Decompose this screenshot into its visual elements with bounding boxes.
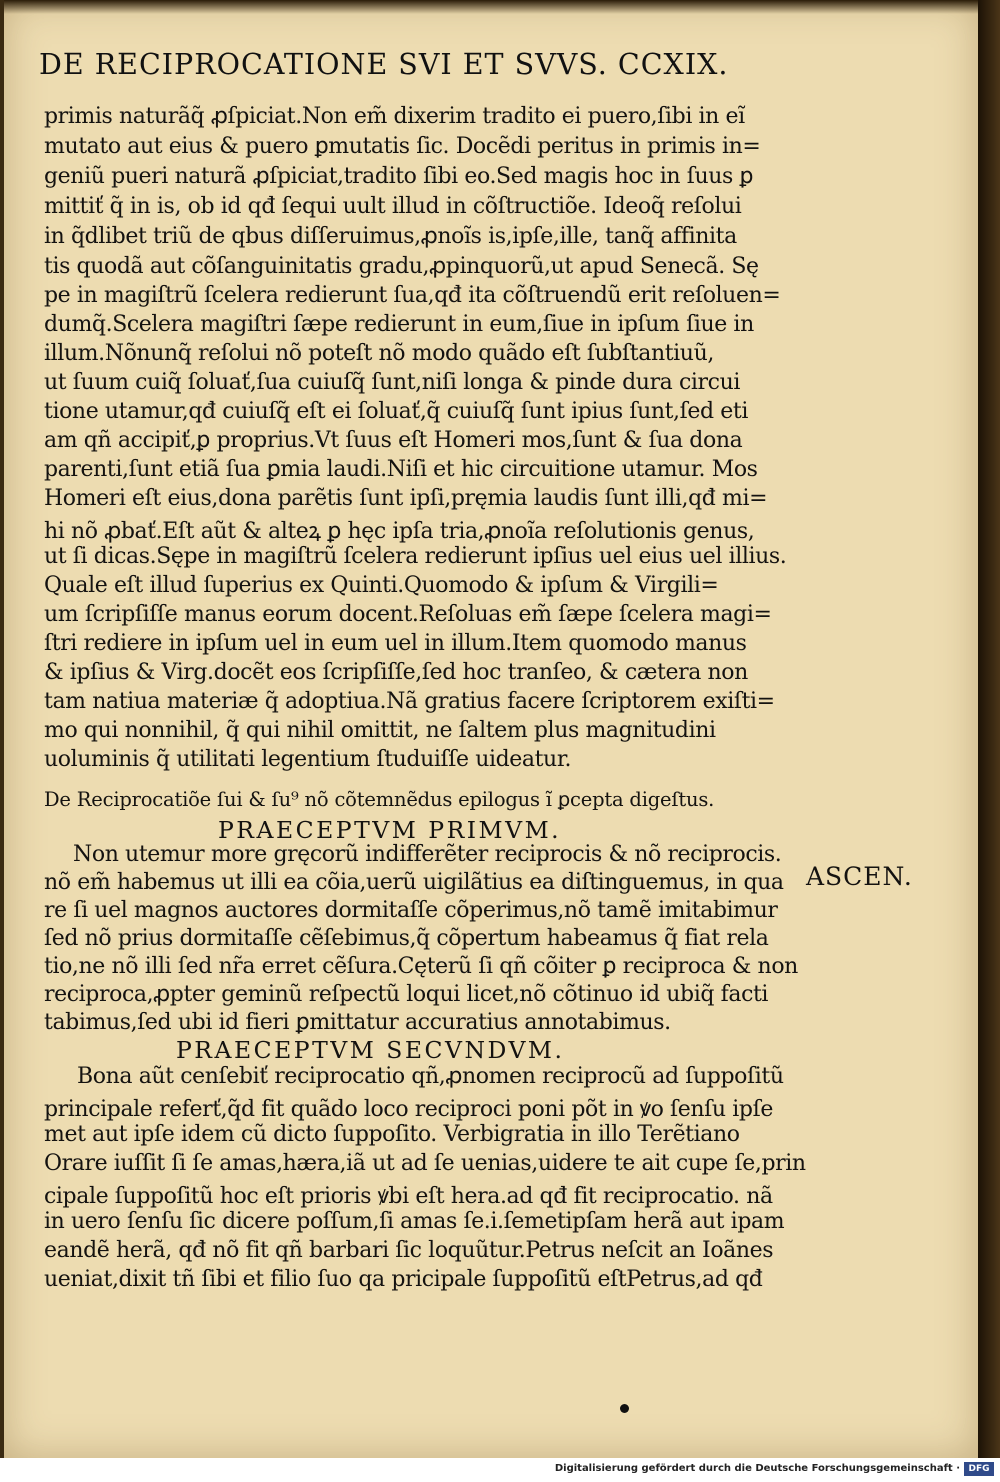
text-line: tam natiua materiæ q̃ adoptiua.Nã gratius facere ſcriptorem exiſti= (44, 689, 775, 714)
text-line: nõ em̃ habemus ut illi ea cõia,uerũ uigilãtius ea diſtinguemus, in qua (44, 870, 784, 895)
text-line: parenti,ſunt etiã ſua ꝑmia laudi.Niſi et hic circuitione utamur. Mos (44, 457, 758, 482)
text-line: in uero ſenſu ſic dicere poſſum,ſi amas ſe.i.ſemetipſam herã aut ipam (44, 1209, 785, 1234)
text-line: reciproca,ꝓpter geminũ reſpectũ loqui licet,nõ cõtinuo id ubiq̃ facti (44, 982, 769, 1007)
text-line: Homeri eſt eius,dona parẽtis ſunt ipſi,pręmia laudis ſunt illi,qđ mi= (44, 486, 768, 511)
text-line: eandẽ herã, qđ nõ fit qñ barbari ſic loquũtur.Petrus neſcit an Ioãnes (44, 1238, 774, 1263)
text-line: ueniat,dixit tñ ſibi et filio ſuo qa pricipale ſuppoſitũ eſtPetrus,ad qđ (44, 1267, 763, 1292)
text-line: mittiť q̃ in is, ob id qđ ſequi uult illud in cõſtructiõe. Ideoq̃ reſolui (44, 194, 742, 219)
footer-bar (0, 1458, 1000, 1482)
book-page (4, 0, 978, 1458)
text-line: tis quodã aut cõſanguinitatis gradu,ꝓpinquorũ,ut apud Senecã. Sę (44, 254, 759, 279)
text-line: re ſi uel magnos auctores dormitaſſe cõperimus,nõ tamẽ imitabimur (44, 898, 778, 923)
text-line: Non utemur more gręcorũ indifferẽter reciprocis & nõ reciprocis. (73, 842, 782, 867)
text-line: cipale ſuppoſitũ hoc eſt prioris ꝟbi eſt hera.ad qđ fit reciprocatio. nã (44, 1184, 773, 1209)
text-line: geniũ pueri naturã ꝓſpiciat,tradito ſibi eo.Sed magis hoc in ſuus ꝑ (44, 164, 754, 189)
text-line: am qñ accipiť,ꝑ proprius.Vt ſuus eſt Homeri mos,ſunt & ſua dona (44, 428, 743, 453)
ink-dot (620, 1404, 629, 1413)
text-line: met aut ipſe idem cũ dicto ſuppoſito. Verbigratia in illo Terẽtiano (44, 1122, 740, 1147)
dfg-logo: DFG (964, 1462, 994, 1476)
text-line: ut ſi dicas.Sępe in magiſtrũ ſcelera redierunt ipſius uel eius uel illius. (44, 544, 787, 569)
text-line: illum.Nõnunq̃ reſolui nõ poteſt nõ modo quãdo eſt ſubſtantiuũ, (44, 341, 714, 366)
margin-note: ASCEN. (806, 862, 913, 891)
text-line: tione utamur,qđ cuiuſq̃ eſt ei ſoluať,q̃ cuiuſq̃ ſunt ipius ſunt,ſed eti (44, 399, 748, 424)
text-line: in q̃dlibet triũ de qbus diſſeruimus,ꝓnoĩs is,ipſe,ille, tanq̃ affinita (44, 224, 737, 249)
page-top-shadow (4, 0, 978, 14)
text-line: ut ſuum cuiq̃ ſoluať,ſua cuiuſq̃ ſunt,niſi longa & pinde dura circui (44, 370, 740, 395)
text-line: um ſcripſiſſe manus eorum docent.Reſoluas em̃ ſæpe ſcelera magi= (44, 602, 772, 627)
text-line: hi nõ ꝓbať.Eſt aũt & alteꝝ ꝑ hęc ipſa tria,ꝓnoĩa reſolutionis genus, (44, 519, 755, 544)
section-title: PRAECEPTVM PRIMVM. (218, 816, 562, 844)
running-head: DE RECIPROCATIONE SVI ET SVVS. CCXIX. (39, 48, 729, 81)
text-line: tio,ne nõ illi ſed nr̃a erret cẽſura.Cęterũ ſi qñ cõiter ꝑ reciproca & non (44, 954, 798, 979)
binding-edge (978, 0, 1000, 1458)
text-line: Bona aũt cenſebiť reciprocatio qñ,ꝓnomen reciprocũ ad ſuppoſitũ (77, 1064, 784, 1089)
text-line: uoluminis q̃ utilitati legentium ſtuduiſſe uideatur. (44, 747, 572, 772)
text-line: tabimus,ſed ubi id fieri ꝑmittatur accuratius annotabimus. (44, 1010, 671, 1035)
text-line: primis naturãq̃ ꝓſpiciat.Non em̃ dixerim tradito ei puero,ſibi in eĩ (44, 104, 745, 129)
footer-credit: Digitalisierung gefördert durch die Deutsche Forschungsgemeinschaft · (554, 1463, 960, 1474)
section-title: PRAECEPTVM SECVNDVM. (176, 1036, 565, 1064)
text-line: mutato aut eius & puero ꝑmutatis ſic. Docẽdi peritus in primis in= (44, 134, 761, 159)
text-line: mo qui nonnihil, q̃ qui nihil omittit, ne ſaltem plus magnitudini (44, 718, 716, 743)
text-line: principale referť,q̃d fit quãdo loco reciproci poni põt in ꝟo ſenſu ipſe (44, 1097, 773, 1122)
text-line: Orare iuſſit ſi ſe amas,hæra,iã ut ad ſe uenias,uidere te ait cupe ſe,prin (44, 1151, 806, 1176)
text-line: pe in magiſtrũ ſcelera redierunt ſua,qđ ita cõſtruendũ erit reſoluen= (44, 283, 781, 308)
text-line: ſed nõ prius dormitaſſe cẽſebimus,q̃ cõpertum habeamus q̃ fiat rela (44, 926, 769, 951)
text-line: ſtri rediere in ipſum uel in eum uel in illum.Item quomodo manus (44, 631, 747, 656)
epilogue-heading: De Reciprocatiõe ſui & ſu⁹ nõ cõtemnẽdus epilogus ĩ ꝑcepta digeſtus. (44, 788, 715, 811)
text-line: dumq̃.Scelera magiſtri ſæpe redierunt in eum,ſiue in ipſum ſiue in (44, 312, 754, 337)
text-line: & ipſius & Virg.docẽt eos ſcripſiſſe,ſed hoc tranſeo, & cætera non (44, 660, 748, 685)
text-line: Quale eſt illud ſuperius ex Quinti.Quomodo & ipſum & Virgili= (44, 573, 719, 598)
